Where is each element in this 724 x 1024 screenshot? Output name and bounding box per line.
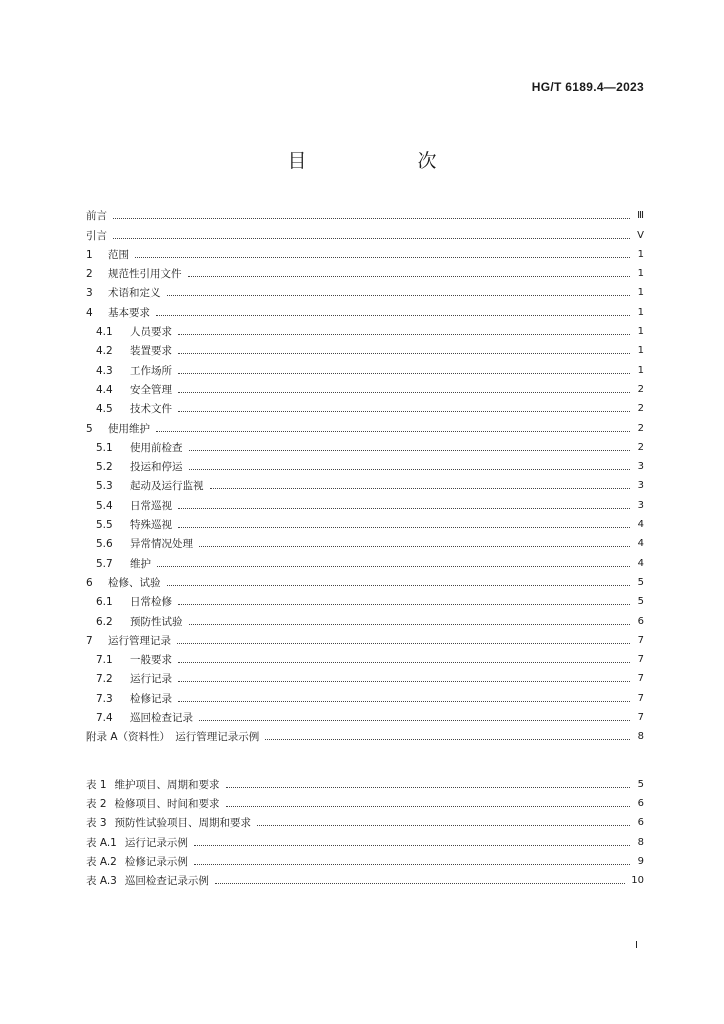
toc-entry-title: 预防性试验 — [130, 615, 183, 628]
dot-leader — [178, 392, 630, 393]
dot-leader — [178, 508, 630, 509]
toc-entry[interactable] — [86, 590, 644, 609]
toc-entry-title: 投运和停运 — [130, 461, 183, 474]
toc-entry-number: 5.5 — [96, 519, 113, 532]
toc-entry-title: 检修记录示例 — [124, 855, 188, 868]
toc-entry-page: 2 — [637, 403, 644, 415]
toc-entry-title: 基本要求 — [108, 306, 150, 319]
toc-entry-number: 7.3 — [96, 692, 113, 705]
dot-leader — [178, 411, 630, 412]
dot-leader — [178, 373, 630, 374]
toc-entry-page: 1 — [637, 268, 644, 280]
toc-entry-title: 日常检修 — [130, 596, 172, 609]
toc-entry-number: 4.2 — [96, 345, 113, 358]
toc-entry[interactable] — [86, 223, 644, 242]
toc-entry[interactable] — [86, 493, 644, 512]
toc-entry-number: 表 3 — [86, 817, 107, 830]
toc-entry-page: 3 — [637, 480, 644, 492]
toc-entry-page: 1 — [637, 248, 644, 260]
dot-leader — [156, 431, 630, 432]
toc-entry[interactable] — [86, 629, 644, 648]
toc-entry-number: 5.4 — [96, 499, 113, 512]
toc-entry-page: 1 — [637, 287, 644, 299]
toc-entry-title: 人员要求 — [130, 326, 172, 339]
toc-entry[interactable] — [86, 320, 644, 339]
toc-entry[interactable] — [86, 416, 644, 435]
toc-entry-page: 2 — [637, 441, 644, 453]
toc-entry-page: 1 — [637, 306, 644, 318]
toc-entry-page: 5 — [637, 596, 644, 608]
toc-entry[interactable] — [86, 436, 644, 455]
table-list — [86, 772, 644, 888]
section-gap — [86, 744, 644, 772]
toc-entry[interactable] — [86, 513, 644, 532]
toc-entry-number: 4.4 — [96, 383, 113, 396]
toc-entry-title: 日常巡视 — [130, 499, 172, 512]
toc-entry[interactable] — [86, 532, 644, 551]
toc-entry-title: 使用维护 — [108, 422, 150, 435]
toc-entry-page: 6 — [637, 817, 644, 829]
toc-entry-number: 表 A.2 — [86, 855, 117, 868]
dot-leader — [135, 257, 630, 258]
toc-entry-title: 前言 — [86, 210, 107, 223]
toc-entry-title: 起动及运行监视 — [130, 480, 204, 493]
toc-entry-page: Ⅴ — [637, 229, 644, 241]
toc-entry-number: 表 A.3 — [86, 875, 117, 888]
toc-entry[interactable] — [86, 243, 644, 262]
dot-leader — [265, 739, 630, 740]
toc-entry-number: 7.1 — [96, 654, 113, 667]
dot-leader — [157, 566, 630, 567]
toc-entry-number: 5.3 — [96, 480, 113, 493]
dot-leader — [194, 864, 630, 865]
toc-entry-title: 使用前检查 — [130, 441, 183, 454]
dot-leader — [178, 604, 630, 605]
toc-entry[interactable] — [86, 300, 644, 319]
dot-leader — [178, 353, 630, 354]
dot-leader — [178, 701, 630, 702]
toc-entry-page: 4 — [637, 557, 644, 569]
dot-leader — [156, 315, 630, 316]
toc-entry[interactable] — [86, 869, 644, 888]
toc-entry[interactable] — [86, 339, 644, 358]
toc-entry-page: 7 — [637, 634, 644, 646]
toc-entry-title: 装置要求 — [130, 345, 172, 358]
dot-leader — [215, 883, 625, 884]
toc-entry-number: 2 — [86, 268, 93, 281]
toc-entry-page: 5 — [637, 778, 644, 790]
toc-entry-title: 巡回检查记录 — [130, 712, 193, 725]
table-of-contents — [86, 204, 644, 888]
toc-entry-number: 6.1 — [96, 596, 113, 609]
toc-entry-number: 5 — [86, 422, 93, 435]
toc-entry[interactable] — [86, 850, 644, 869]
dot-leader — [199, 546, 630, 547]
toc-entry-number: 4.5 — [96, 403, 113, 416]
toc-entry[interactable] — [86, 455, 644, 474]
toc-entry-title: 安全管理 — [130, 383, 172, 396]
page-number: I — [635, 940, 638, 951]
toc-entry-page: 3 — [637, 499, 644, 511]
toc-entry-title: 异常情况处理 — [130, 538, 193, 551]
toc-entry-title: 检修记录 — [130, 692, 172, 705]
toc-entry-title: 一般要求 — [130, 654, 172, 667]
toc-entry[interactable] — [86, 792, 644, 811]
toc-entry-number: 表 A.1 — [86, 836, 117, 849]
toc-entries — [86, 204, 644, 744]
toc-entry-number: 6.2 — [96, 615, 113, 628]
toc-entry-page: 1 — [637, 345, 644, 357]
toc-entry[interactable] — [86, 667, 644, 686]
dot-leader — [257, 825, 630, 826]
toc-entry-title: 维护项目、周期和要求 — [114, 778, 220, 791]
dot-leader — [189, 450, 631, 451]
toc-entry[interactable] — [86, 609, 644, 628]
toc-entry-title: 技术文件 — [130, 403, 172, 416]
dot-leader — [178, 334, 630, 335]
dot-leader — [194, 845, 630, 846]
dot-leader — [189, 469, 631, 470]
toc-entry-number: 表 1 — [86, 778, 107, 791]
dot-leader — [113, 238, 630, 239]
toc-entry-page: 8 — [637, 731, 644, 743]
toc-entry[interactable] — [86, 378, 644, 397]
toc-entry-number: 5.6 — [96, 538, 113, 551]
toc-entry[interactable] — [86, 571, 644, 590]
toc-entry[interactable] — [86, 397, 644, 416]
toc-entry-page: 10 — [631, 875, 644, 887]
toc-entry-page: Ⅲ — [637, 210, 644, 222]
toc-entry-page: 8 — [637, 836, 644, 848]
toc-entry-number: 5.2 — [96, 461, 113, 474]
toc-entry-page: 2 — [637, 383, 644, 395]
toc-entry-title: 规范性引用文件 — [108, 268, 182, 281]
dot-leader — [178, 527, 630, 528]
toc-entry-number: 表 2 — [86, 797, 107, 810]
toc-entry-title: 检修项目、时间和要求 — [114, 797, 220, 810]
dot-leader — [226, 787, 630, 788]
toc-entry-page: 7 — [637, 712, 644, 724]
dot-leader — [226, 806, 630, 807]
toc-entry-number: 4 — [86, 306, 93, 319]
dot-leader — [177, 643, 630, 644]
dot-leader — [189, 624, 631, 625]
toc-entry-number: 3 — [86, 287, 93, 300]
toc-entry-page: 1 — [637, 326, 644, 338]
toc-entry[interactable] — [86, 551, 644, 570]
toc-entry-title: 维护 — [130, 557, 151, 570]
toc-entry-page: 9 — [637, 855, 644, 867]
toc-entry-title: 特殊巡视 — [130, 519, 172, 532]
dot-leader — [188, 276, 631, 277]
toc-entry-title: 检修、试验 — [108, 576, 161, 589]
toc-entry[interactable] — [86, 706, 644, 725]
toc-entry[interactable] — [86, 281, 644, 300]
dot-leader — [113, 218, 630, 219]
toc-entry-number: 4.3 — [96, 364, 113, 377]
toc-entry-title: 引言 — [86, 229, 107, 242]
toc-entry-page: 7 — [637, 692, 644, 704]
toc-entry-title: 术语和定义 — [108, 287, 161, 300]
dot-leader — [178, 681, 630, 682]
dot-leader — [167, 585, 631, 586]
toc-entry-number: 7.2 — [96, 673, 113, 686]
toc-entry-page: 1 — [637, 364, 644, 376]
toc-entry-title: 巡回检查记录示例 — [124, 875, 209, 888]
toc-entry-title: 工作场所 — [130, 364, 172, 377]
toc-entry[interactable] — [86, 686, 644, 705]
toc-entry-title: 运行记录示例 — [124, 836, 188, 849]
toc-entry-page: 6 — [637, 797, 644, 809]
toc-entry[interactable] — [86, 772, 644, 791]
toc-entry-page: 7 — [637, 654, 644, 666]
dot-leader — [199, 720, 630, 721]
page-title: 目 次 — [287, 150, 483, 172]
toc-entry-number: 4.1 — [96, 326, 113, 339]
toc-entry-title: 范围 — [108, 248, 129, 261]
toc-entry-page: 6 — [637, 615, 644, 627]
toc-entry-page: 5 — [637, 576, 644, 588]
toc-entry[interactable] — [86, 648, 644, 667]
toc-entry[interactable] — [86, 262, 644, 281]
toc-entry[interactable] — [86, 811, 644, 830]
toc-entry[interactable] — [86, 204, 644, 223]
dot-leader — [210, 488, 631, 489]
toc-entry-title: 运行记录 — [130, 673, 172, 686]
toc-entry-number: 5.1 — [96, 441, 113, 454]
dot-leader — [167, 295, 631, 296]
dot-leader — [178, 662, 630, 663]
toc-entry[interactable] — [86, 358, 644, 377]
standard-code: HG/T 6189.4—2023 — [531, 80, 644, 94]
toc-entry-number: 7 — [86, 634, 93, 647]
toc-entry-number: 6 — [86, 576, 93, 589]
toc-entry-title: 附录 A（资料性） 运行管理记录示例 — [86, 731, 260, 744]
toc-entry[interactable] — [86, 830, 644, 849]
toc-entry-page: 4 — [637, 538, 644, 550]
toc-entry-page: 7 — [637, 673, 644, 685]
toc-entry-number: 7.4 — [96, 712, 113, 725]
toc-entry-page: 4 — [637, 519, 644, 531]
toc-entry[interactable] — [86, 474, 644, 493]
toc-entry-page: 3 — [637, 461, 644, 473]
toc-entry-number: 1 — [86, 248, 93, 261]
toc-entry-title: 预防性试验项目、周期和要求 — [114, 817, 252, 830]
toc-entry[interactable] — [86, 725, 644, 744]
toc-entry-title: 运行管理记录 — [108, 634, 171, 647]
toc-entry-page: 2 — [637, 422, 644, 434]
toc-entry-number: 5.7 — [96, 557, 113, 570]
